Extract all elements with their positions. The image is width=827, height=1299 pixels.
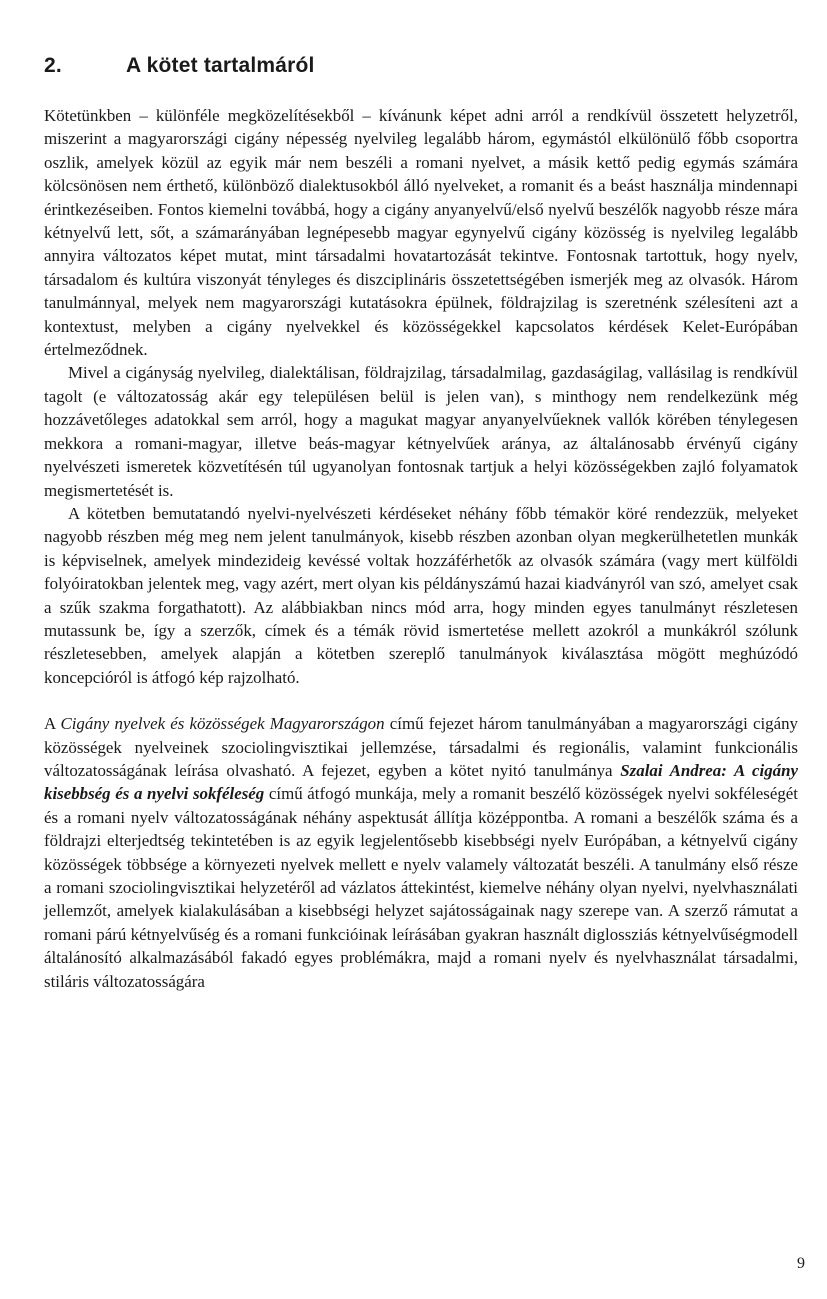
section-number: 2.	[44, 54, 62, 77]
section-heading	[44, 54, 798, 78]
chapter-title-reference: Cigány nyelvek és közösségek Magyarországon	[60, 714, 385, 734]
document-page	[44, 34, 798, 1274]
section-title: A kötet tartalmáról	[126, 54, 315, 77]
paragraph-1: Kötetünkben – különféle megközelítésekből – kívánunk képet adni arról a rendkívül összetett helyzetről, miszerint a magyarországi cigány népesség nyelvileg legalább három, egymástól elkülönülő főbb csoportra oszlik, amelyek közül az egyik már nem beszéli a romani nyelvet, a másik kettő pedig egymás számára kölcsönösen nem érthető, különböző dialektusokból álló nyelveket, a romanit és a beást használja mindennapi érintkezéseiben. Fontos kiemelni továbbá, hogy a cigány anyanyelvű/első nyelvű beszélők nagyobb része mára kétnyelvű lett, sőt, a számarányában legnépesebb magyar egynyelvű cigány közösség is nyelvileg legalább annyira változatos képet mutat, mint társadalmi hovatartozását tekintve. Fontosnak tartottuk, hogy nyelv, társadalom és kultúra viszonyát tényleges és diszciplináris összetettségében ismerjék meg az olvasók. Három tanulmánnyal, melyek nem magyarországi kutatásokra épülnek, földrajzilag is szeretnénk szélesíteni azt a kontextust, melyben a cigány nyelvekkel és közösségekkel kapcsolatos kérdések Kelet-Európában értelmeződnek.	[44, 106, 798, 360]
paragraph-2: Mivel a cigányság nyelvileg, dialektálisan, földrajzilag, társadalmilag, gazdaságilag, vallásilag is rendkívül tagolt (e változatosság akár egy településen belül is jelen van), s minthogy nem rendelkezünk még hozzávetőleges adatokkal sem arról, hogy a magukat magyar anyanyelvűeknek vallók körében ténylegesen mekkora a romani-magyar, illetve beás-magyar kétnyelvűek aránya, az általánosabb érvényű cigány nyelvészeti ismeretek közvetítésén túl ugyanolyan fontosnak tartjuk a helyi közösségekben zajló folyamatok megismertetését is.	[44, 363, 798, 500]
paragraph-4-text-b: című fejezet három tanulmányában a magyarországi cigány közösségek nyelveinek szociolingvisztikai jellemzése, társadalmi és regionális, valamint funkcionális változatosságának leírása olvasható. A fejezet, egyben a kötet nyitó tanulmánya	[44, 714, 798, 780]
page-number: 9	[797, 1255, 805, 1272]
paragraph-3: A kötetben bemutatandó nyelvi-nyelvészeti kérdéseket néhány főbb témakör köré rendezzük, melyeket nagyobb részben még meg nem jelent tanulmányok, kisebb részben azonban olyan megkerülhetetlen munkák is képviselnek, amelyek mindezideig kevéssé voltak hozzáférhetők az olvasók számára (vagy mert külföldi folyóiratokban jelentek meg, vagy azért, mert olyan kis példányszámú hazai kiadványról van szó, amelyet csak a szűk szakma forgathatott). Az alábbiakban nincs mód arra, hogy minden egyes tanulmányt részletesen mutassunk be, így a szerzők, címek és a témák rövid ismertetése mellett azokról a munkákról szólunk részletesebben, amelyek alapján a kötetben szereplő tanulmányok kiválasztása mögött meghúzódó koncepcióról is átfogó kép rajzolható.	[44, 503, 798, 687]
paragraph-4-text-c: című átfogó munkája, mely a romanit beszélő közösségek nyelvi sokféleségét és a romani nyelv változatosságának néhány aspektusát állítja középpontba. A romani a beszélők száma és a földrajzi elterjedtség tekintetében is az egyik legjelentősebb kisebbségi nyelv Európában, a kétnyelvű cigány közösségek többsége a környezeti nyelvek mellett e nyelv valamely változatát beszéli. A tanulmány első része a romani szociolingvisztikai helyzetéről ad vázlatos áttekintést, kiemelve néhány olyan nyelvi, nyelvhasználati jellemzőt, amelyek kialakulásában a kisebbségi helyzet sajátosságainak nagy szerepe van. A szerző rámutat a romani párú kétnyelvűség és a romani funkcióinak leírásában gyakran használt diglossziás kétnyelvűségmodell általánosító alkalmazásából fakadó egyes problémákra, majd a romani nyelv és nyelvhasználat társadalmi, stiláris változatosságára	[44, 784, 798, 991]
paragraph-4	[44, 712, 798, 993]
paragraph-4-text-a: A	[44, 714, 61, 734]
author-work-reference: Szalai Andrea: A cigány kisebbség és a nyelvi sokféleség	[44, 760, 798, 804]
